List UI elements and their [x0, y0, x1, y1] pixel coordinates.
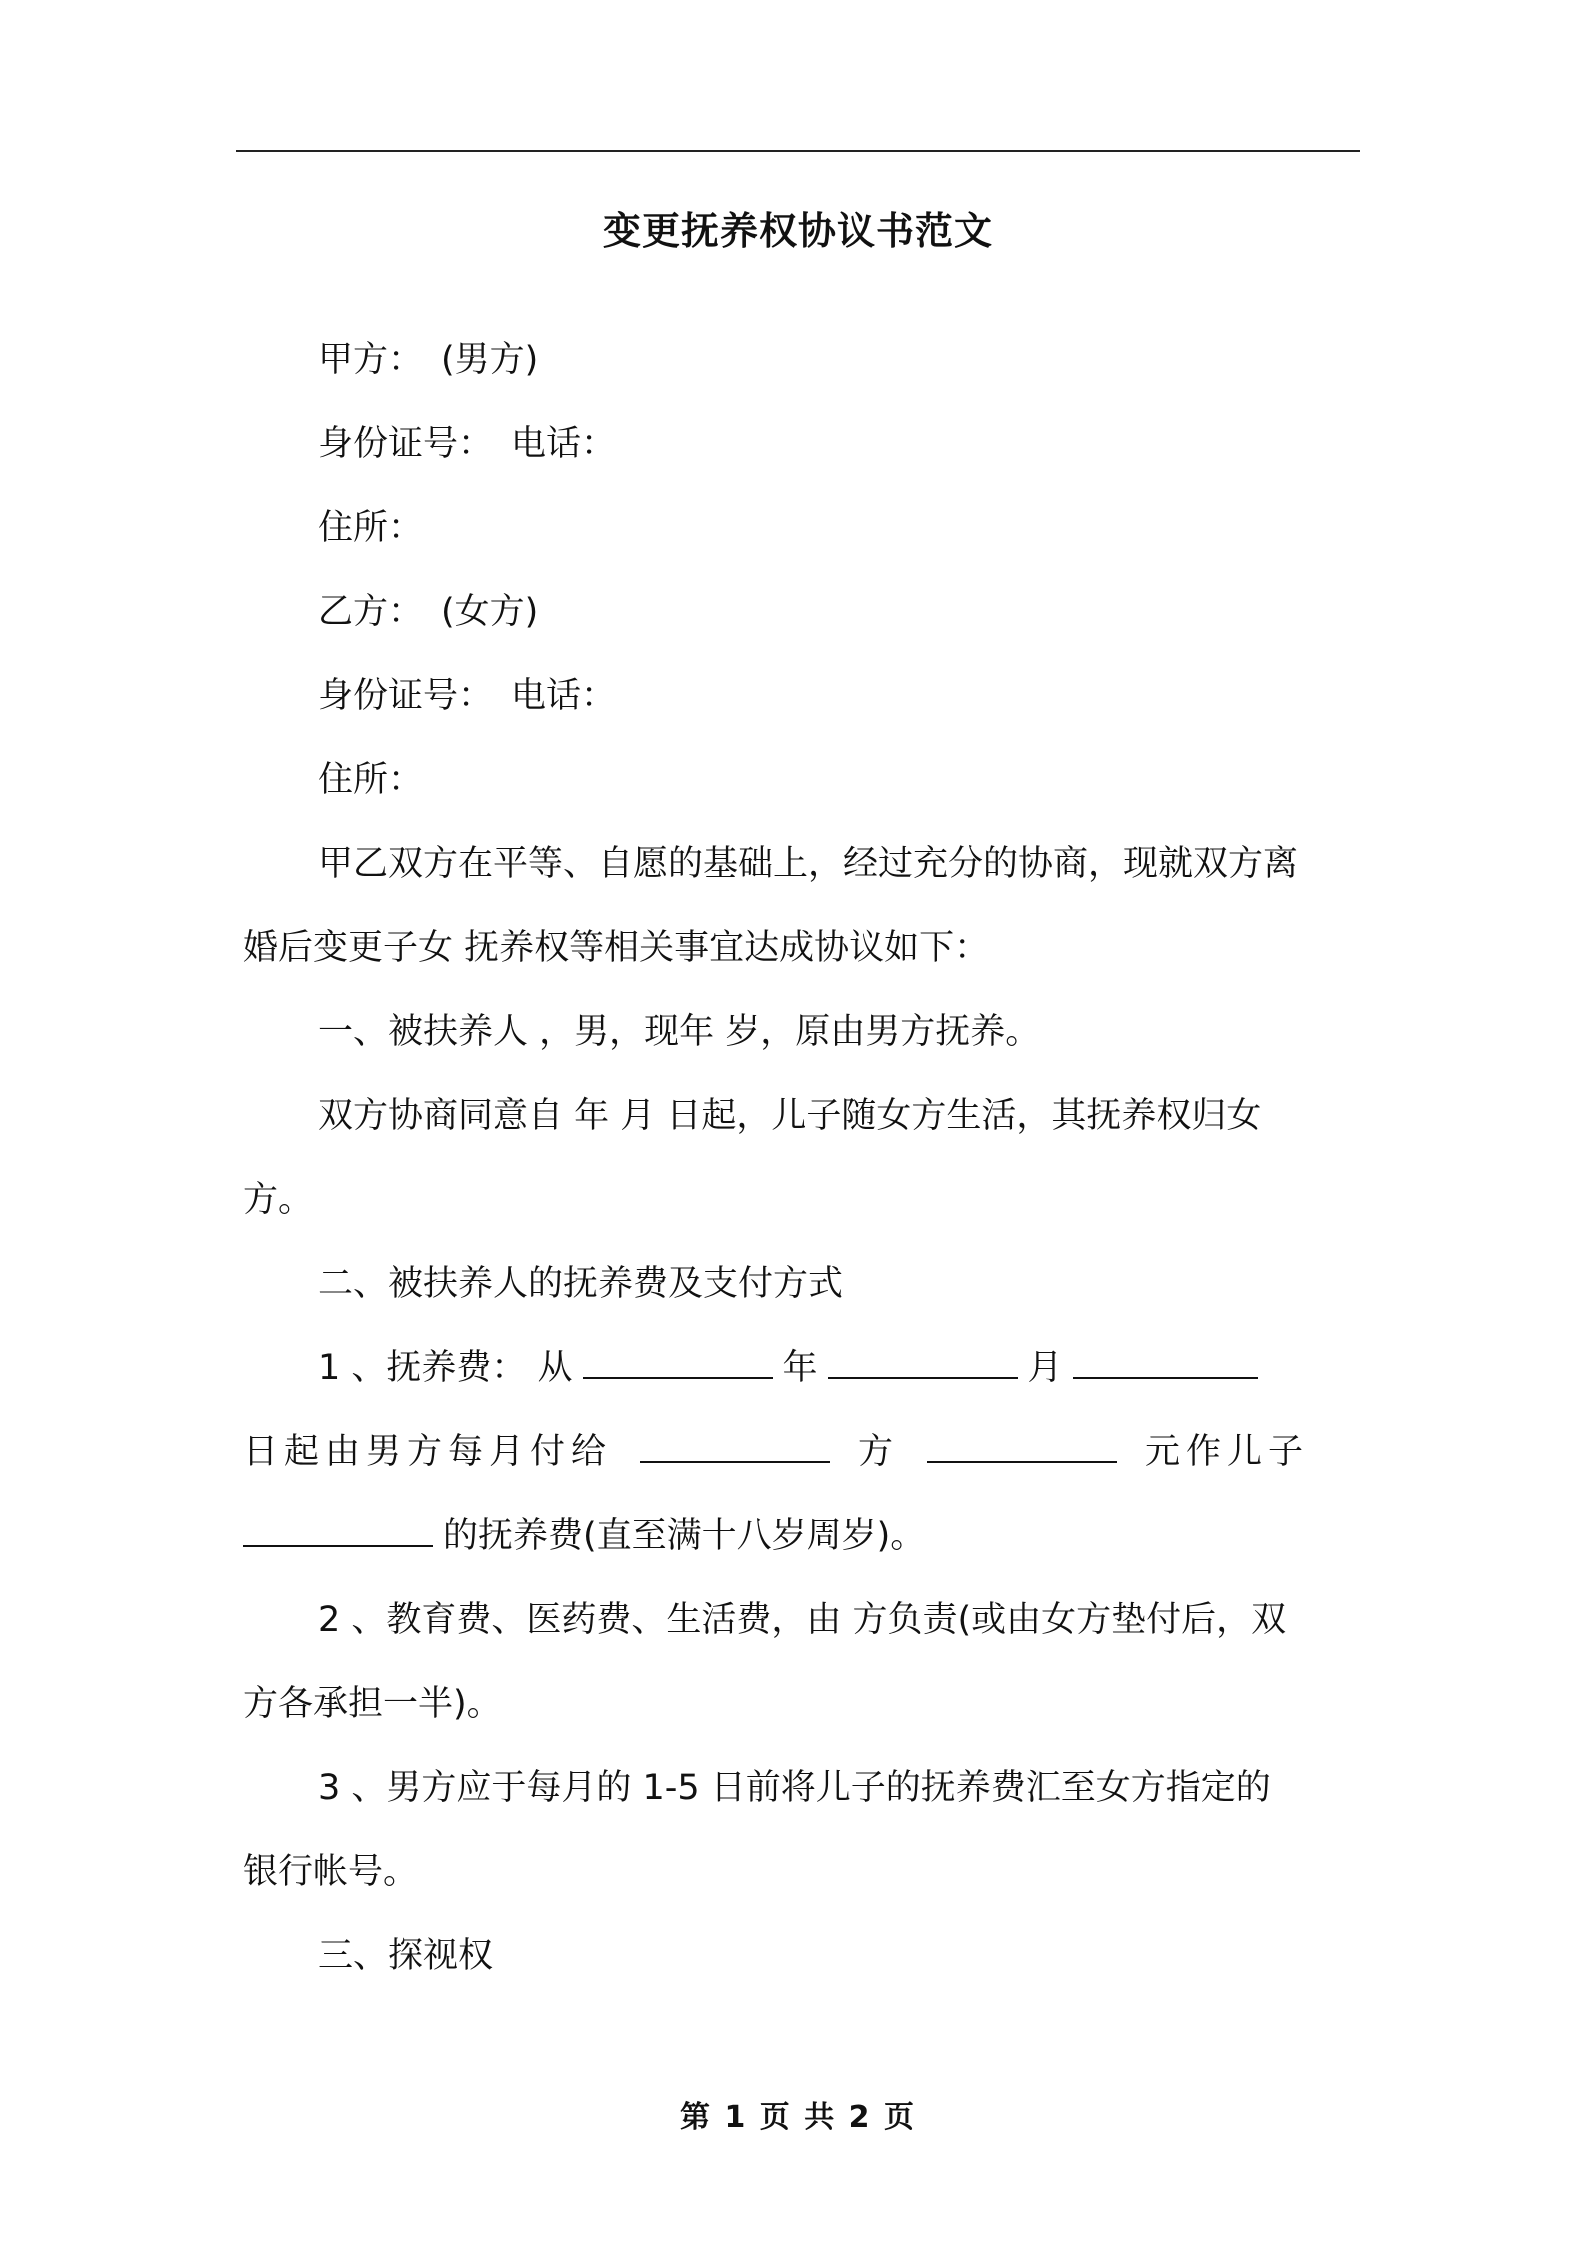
- item1-year-label: 年: [782, 1348, 818, 1388]
- section1-text-line-2: 方。: [243, 1180, 314, 1220]
- item1-line-3: [243, 1494, 1358, 1578]
- party-a-id-label: 身份证号：: [318, 424, 494, 464]
- party-b-address-line: [243, 738, 1358, 822]
- document-title: 变更抚养权协议书范文: [602, 209, 993, 253]
- party-a-line: [243, 318, 1358, 402]
- party-b-id-label: 身份证号：: [318, 676, 494, 716]
- item1-line3-end: 的抚养费(直至满十八岁周岁)。: [443, 1516, 926, 1556]
- party-a-id-line: [243, 402, 1358, 486]
- header-rule: [236, 150, 1360, 152]
- section1-heading: 一、被扶养人 ，男，现年 岁，原由男方抚养。: [318, 1012, 1041, 1052]
- item2-line-2: 方各承担一半)。: [243, 1684, 502, 1724]
- item1-line2-b: 方: [858, 1432, 900, 1472]
- blank-payer: [640, 1431, 830, 1463]
- party-a-role: (男方): [441, 340, 539, 380]
- item1-month-label: 月: [1027, 1348, 1063, 1388]
- party-b-id-line: [243, 654, 1358, 738]
- intro-line-2: 婚后变更子女 抚养权等相关事宜达成协议如下：: [243, 928, 990, 968]
- party-a-address-label: 住所：: [318, 508, 424, 548]
- item1-prefix: 1 、抚养费： 从: [318, 1348, 573, 1388]
- page-indicator: 第 1 页 共 2 页: [680, 2100, 916, 2135]
- intro-line-1: 甲乙双方在平等、自愿的基础上，经过充分的协商，现就双方离: [318, 844, 1299, 884]
- item1-line-2: [243, 1410, 1358, 1494]
- blank-year: [583, 1347, 773, 1379]
- party-b-phone-label: 电话：: [511, 676, 617, 716]
- item1-line2-c: 元作儿子: [1145, 1432, 1310, 1472]
- section2-heading: 二、被扶养人的抚养费及支付方式: [318, 1264, 844, 1304]
- party-a-phone-label: 电话：: [511, 424, 617, 464]
- item3-line-2: 银行帐号。: [243, 1852, 419, 1892]
- blank-day: [1073, 1347, 1258, 1379]
- document-body: [243, 318, 1358, 1998]
- party-b-label: 乙方：: [318, 592, 424, 632]
- party-b-line: [243, 570, 1358, 654]
- item3-line-1: 3 、男方应于每月的 1-5 日前将儿子的抚养费汇至女方指定的: [318, 1768, 1271, 1808]
- item2-line-1: 2 、教育费、医药费、生活费，由 方负责(或由女方垫付后，双: [318, 1600, 1287, 1640]
- party-a-address-line: [243, 486, 1358, 570]
- section3-heading: 三、探视权: [318, 1936, 494, 1976]
- item1-line-1: [243, 1326, 1358, 1410]
- party-b-role: (女方): [441, 592, 539, 632]
- party-b-address-label: 住所：: [318, 760, 424, 800]
- section1-text-line-1: 双方协商同意自 年 月 日起，儿子随女方生活，其抚养权归女: [318, 1096, 1262, 1136]
- blank-amount: [927, 1431, 1117, 1463]
- blank-child: [243, 1515, 433, 1547]
- item1-line2-a: 日起由男方每月付给: [243, 1432, 613, 1472]
- blank-month: [828, 1347, 1018, 1379]
- party-a-label: 甲方：: [318, 340, 424, 380]
